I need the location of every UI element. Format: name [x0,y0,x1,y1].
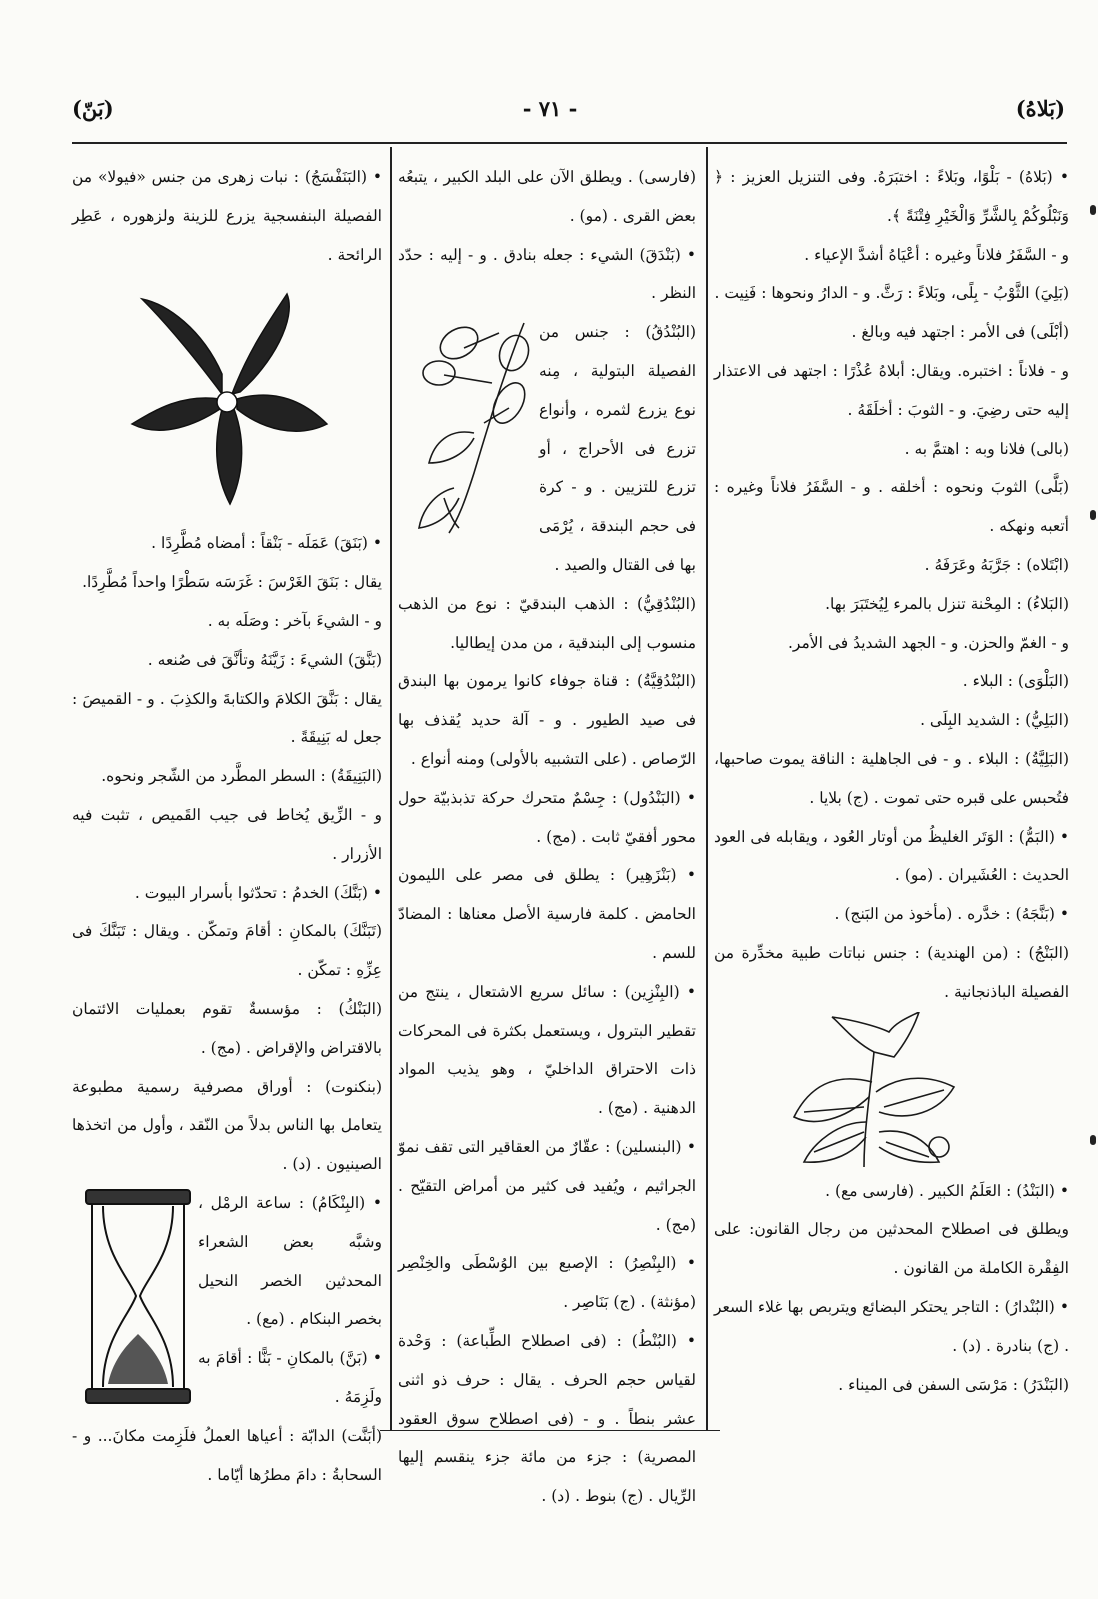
entry: • (بَنَقَ) عَمَلَه - بَنْقاً : أمضاه مُطَّرِدًا . [151,534,382,553]
entry: و - الزِّيق يُخاط فى جيب القَميص ، تثبت فيه الأزرار . [72,805,382,863]
column-middle [398,158,696,1516]
entry: • (البِنْصِرُ) : الإصبع بين الوُسْطَى والخِنْصِر (مؤنثة) . (ج) بَنَاصِر . [398,1254,696,1312]
entry: (بالى) فلانا وبه : اهتمَّ به . [904,439,1069,458]
entry: يقال : بَنَقَ الغَرْسَ : غَرَسَه سَطْرًا واحداً مُطَّرِدًا. [82,573,382,592]
entry: (بَلَّى) الثوبَ ونحوه : أخلقه . و - السَّفَرُ فلاناً وغيره : أتعبه ونهكه . [714,478,1069,536]
column-divider-right [706,147,708,1430]
entry: (البُنْدُقِيُّ) : الذهب البندقيّ : نوع من الذهب منسوب إلى البندقية ، من مدن إيطاليا. [398,594,696,652]
entry: (البُنْدُقُ) : جنس من الفصيلة البتولية ، مِنه نوع يزرع لثمره ، وأنواع تزرع فى الأحراج ، أو تزرع للتزيين . و - كرة فى حجم البندقة ، يُرْمَى بها فى القتال والصيد . [539,323,696,574]
entry: (البَلْوَى) : البلاء . [962,672,1069,691]
entry: (البُنْدُقِيَّةُ) : قناة جوفاء كانوا يرمون بها البندق فى صيد الطيور . و - آلة حديد يُقذف بها الرّصاص . (على التشبيه بالأولى) ومنه أنواع . [398,672,696,768]
entry: • (بَلاهُ) - بَلْوًا، وبَلاءً : اختبَرَهُ. وفى التنزيل العزيز : ﴿ وَنَبْلُوكُمْ بِالشَّرِّ وَالْخَيْرِ فِتْنَةً ﴾. [714,168,1069,225]
entry: (البَنْدَرُ) : مَرْسَى السفن فى الميناء . [838,1375,1069,1394]
running-head-left: (بَنّ) [72,96,114,121]
entry: (البَلِيَّةُ) : البلاء . و - فى الجاهلية : الناقة يموت صاحبها، فتُحبس على قبره حتى تموت . (ج) بلايا . [714,749,1069,807]
header-rule [72,142,1067,144]
entry: • (البَنَفْسَجُ) : نبات زهرى من جنس «فيولا» من الفصيلة البنفسجية يزرع للزينة ولزهوره ، عَطِر الرائحة . [72,168,382,264]
entry: يقال : بَنَّقَ الكلامَ والكتابةَ والكذِبَ . و - القميصَ : جعل له بَنِيقَةً . [72,689,382,747]
entry: (بَلِيَ) الثَّوْبُ - بِلًى، وبَلاءً : رَثَّ. و - الدارُ ونحوها : فَنِيت . [714,284,1069,303]
entry: • (البَنْدُ) : العَلَمُ الكبير . (فارسى مع) . [825,1181,1069,1200]
entry: (أبْلَى) فى الأمر : اجتهد فيه وبالغ . [851,323,1069,342]
entry: • (بَنَّجَهُ) : خدَّره . (مأخوذ من البَنج) . [834,905,1069,924]
entry: (فارسى) . ويطلق الآن على البلد الكبير ، يتبعُه بعض القرى . (مو) . [398,168,696,225]
hazelnut-branch-illustration [404,313,539,538]
entry: • (البَنْدُول) : جِسْمٌ متحرك حركة تذبذبيّة حول محور أفقيّ ثابت . (مج) . [398,788,696,846]
edge-mark [1090,510,1096,520]
column-divider-left [390,147,392,1430]
entry: • (البنسلين) : عقّارٌ من العقاقير التى تقف نموّ الجراثيم ، ويُفيد فى كثير من أمراض التقيّح . (مج) . [398,1137,696,1234]
entry: و - السَّفَرُ فلاناً وغيره : أعْيَاهُ أشدَّ الإعياء . [804,245,1069,264]
henbane-plant-illustration [714,1012,1069,1172]
edge-mark [1090,205,1096,215]
entry: (بنكنوت) : أوراق مصرفية رسمية مطبوعة يتعامل بها الناس بدلاً من النّقد ، وأول من اتخذها الصينيون . (د) . [72,1077,382,1174]
entry: • (البِنْكَامُ) : ساعة الرمْل ، وشبَّه بعض الشعراء المحدثين الخصر النحيل بخصر البنكام . (مع) . [198,1193,382,1329]
entry: • (بَنَّ) بالمكانِ - بَنًّا : أقامَ به ولَزِمَهُ . [198,1349,382,1406]
edge-mark [1090,1135,1096,1145]
entry: (البَنْكُ) : مؤسسةٌ تقوم بعمليات الائتمان بالاقتراض والإقراض . (مج) . [72,999,382,1057]
entry: (البَنِيقَةُ) : السطر المطَّرد من الشّجر ونحوه. [101,767,382,786]
entry: • (البُنْدارُ) : التاجر يحتكر البضائع ويتربص بها غلاء السعر . (ج) بنادرة . (د) . [714,1297,1069,1355]
entry: و - الغمّ والحزن. و - الجهد الشديدُ فى الأمر. [787,633,1069,652]
column-right [714,158,1069,1404]
entry: (البَلِيُّ) : الشديد البِلَى . [920,711,1069,730]
violet-flower-illustration [72,274,382,524]
entry: • (بَنَّكَ) الخدمُ : تحدّثوا بأسرار البيوت . [134,883,382,902]
entry: ويطلق فى اصطلاح المحدثين من رجال القانون: على الفِقْرة الكاملة من القانون . [714,1220,1069,1278]
entry: • (البِنْزِين) : سائل سريع الاشتعال ، ينتج من تقطير البترول ، ويستعمل بكثرة فى المحركات ذات الاحتراق الداخليّ ، وهو يذيب المواد الدهنية . (مج) . [398,982,696,1118]
entry: (البَنْجُ) : (من الهندية) : جنس نباتات طبية مخدِّرة من الفصيلة الباذنجانية . [714,943,1069,1001]
entry: (أبَنَّت) الدابّة : أعياها العملُ فلَزِمت مكانَ... و - السحابةُ : دامَ مطرُها أيّاما . [72,1426,382,1484]
hourglass-illustration [78,1184,198,1409]
entry: (ابْتَلاه) : جَرَّبَهُ وعَرَفَهُ . [924,555,1069,574]
entry: (بَنَّقَ) الشيءَ : زَيَّنَهُ وتأنَّقَ فى صُنعه . [147,650,382,669]
entry: و - فلاناً : اختبره. ويقال: أبلاهُ عُذْرًا : اجتهد فى الاعتذار إليه حتى رضِيَ. و - الثوبَ : أخلَقَهُ . [714,361,1069,419]
column-left [72,158,382,1494]
entry: • (بَنْزَهِير) : يطلق فى مصر على الليمون الحامض . كلمة فارسية الأصل معناها : المضادّ للسم . [398,866,696,962]
entry: (البَلاءُ) : المِحْنة تنزل بالمرء لِيُختَبَرَ بها. [825,594,1069,613]
page-number: - ٧١ - [522,96,578,121]
entry: • (بَنْدَقَ) الشيء : جعله بنادق . و - إليه : حدّد النظر . [398,245,696,303]
running-head-right: (بَلاهُ) [1015,96,1065,121]
entry: (تَبَنَّكَ) بالمكانِ : أقامَ وتمكّن . ويقال : تَبَنَّكَ فى عِزِّهِ : تمكّن . [72,922,382,980]
entry: و - الشيءَ بآخر : وصَلَه به . [207,611,382,630]
entry: • (البَمُّ) : الوَتَر الغليظُ من أوتار العُود ، ويقابله فى العود الحديث : العُشَيران . (مو) . [714,827,1069,885]
entry: • (البُنْطُ) : (فى اصطلاح الطِّباعة) : وَحْدة لقياس حجم الحرف . يقال : حرف ذو اثنى عشر بنطاً . و - (فى اصطلاح سوق العقود المصرية) : جزء من مائة جزء ينقسم إليها الرِّيال . (ج) بنوط . (د) . [398,1331,696,1506]
